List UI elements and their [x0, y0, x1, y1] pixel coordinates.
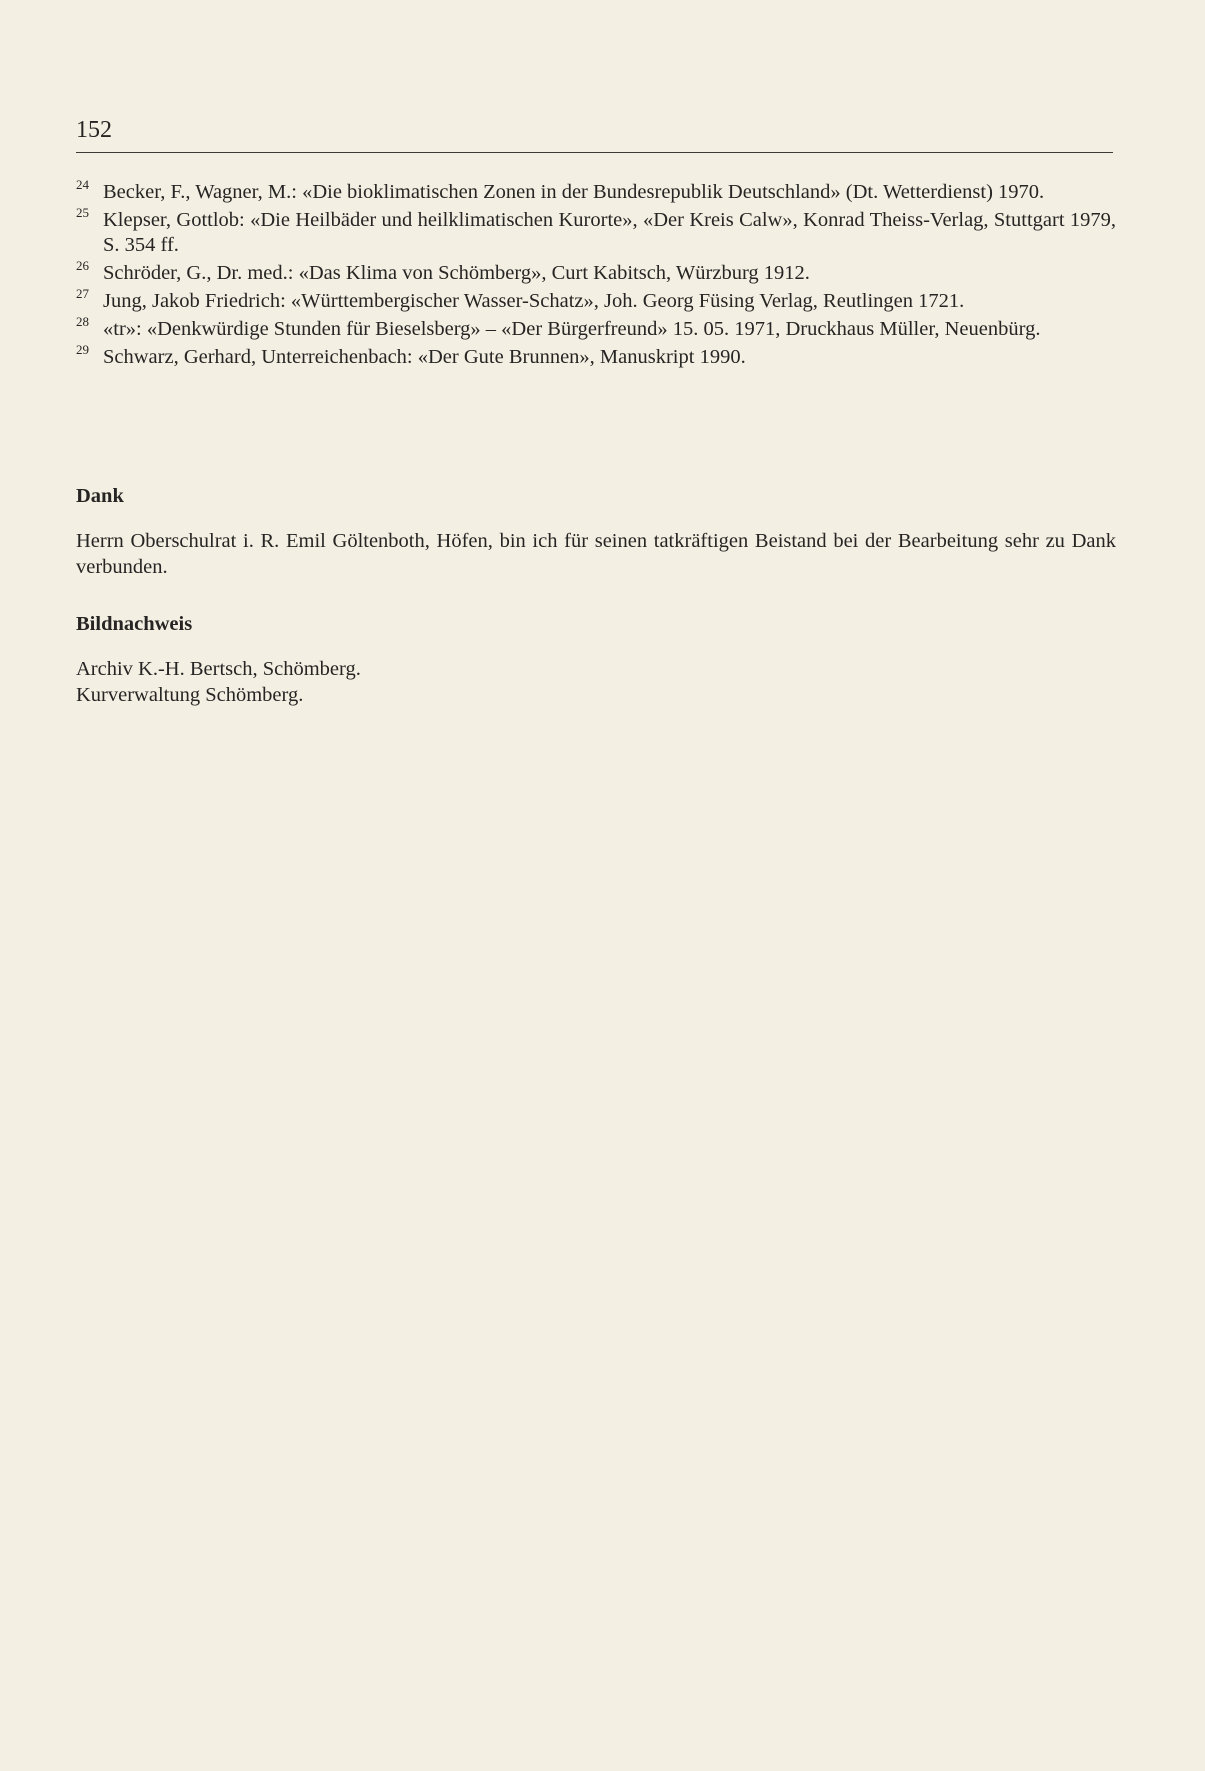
footnotes-list — [76, 177, 1116, 373]
footnote-26 — [76, 258, 1116, 286]
footnote-27 — [76, 286, 1116, 314]
footnote-text: Klepser, Gottlob: «Die Heilbäder und heilklimatischen Kurorte», «Der Kreis Calw», Konrad Theiss-Verlag, Stuttgart 1979, S. 354 ff. — [103, 209, 1116, 256]
page-number: 152 — [76, 117, 112, 143]
footnote-number: 28 — [76, 314, 89, 329]
footnote-text: Schwarz, Gerhard, Unterreichenbach: «Der Gute Brunnen», Manuskript 1990. — [103, 346, 746, 368]
bildnachweis-line: Archiv K.-H. Bertsch, Schömberg. — [76, 658, 361, 680]
footnote-24 — [76, 177, 1116, 205]
footnote-text: Schröder, G., Dr. med.: «Das Klima von Schömberg», Curt Kabitsch, Würzburg 1912. — [103, 262, 810, 284]
footnote-29 — [76, 342, 1116, 370]
dank-text: Herrn Oberschulrat i. R. Emil Göltenboth, Höfen, bin ich für seinen tatkräftigen Beistand bei der Bearbeitung sehr zu Dank verbunden. — [76, 530, 1116, 578]
dank-heading: Dank — [76, 485, 124, 507]
footnote-text: Jung, Jakob Friedrich: «Württembergischer Wasser-Schatz», Joh. Georg Füsing Verlag, Reutlingen 1721. — [103, 290, 965, 312]
footnote-text: «tr»: «Denkwürdige Stunden für Bieselsberg» – «Der Bürgerfreund» 15. 05. 1971, Druckhaus Müller, Neuenbürg. — [103, 318, 1041, 340]
bildnachweis-list — [76, 656, 1116, 708]
footnote-28 — [76, 314, 1116, 342]
footnote-number: 27 — [76, 286, 89, 301]
footnote-25 — [76, 205, 1116, 258]
footnote-number: 29 — [76, 342, 89, 357]
header-rule — [76, 152, 1113, 153]
bildnachweis-line: Kurverwaltung Schömberg. — [76, 684, 304, 706]
footnote-number: 24 — [76, 177, 89, 192]
footnote-number: 26 — [76, 258, 89, 273]
footnote-text: Becker, F., Wagner, M.: «Die bioklimatischen Zonen in der Bundesrepublik Deutschland» (Dt. Wetterdienst) 1970. — [103, 181, 1045, 203]
footnote-number: 25 — [76, 205, 89, 220]
bildnachweis-heading: Bildnachweis — [76, 613, 193, 635]
